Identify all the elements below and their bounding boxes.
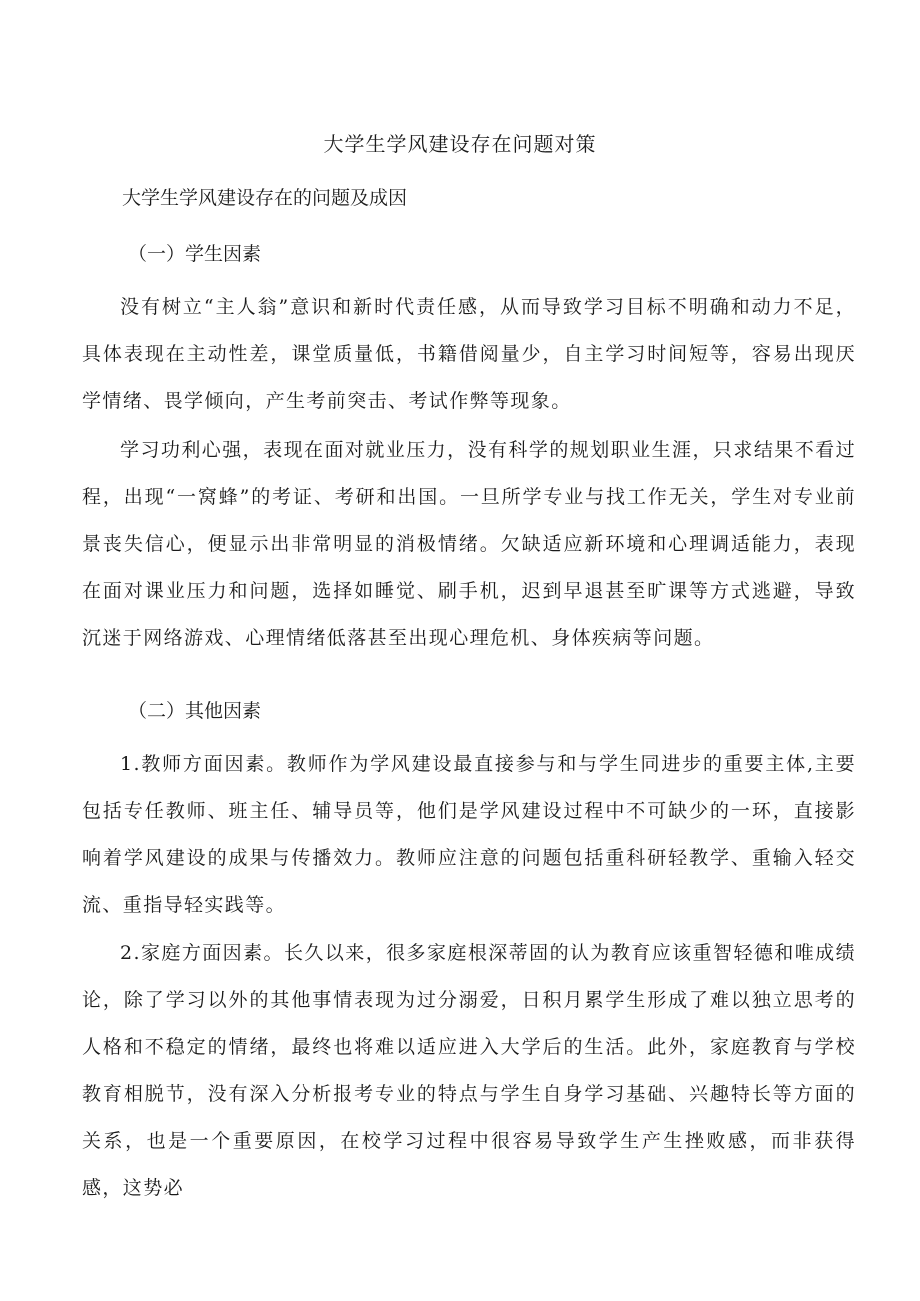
paragraph-student-factors-2: 学习功利心强，表现在面对就业压力，没有科学的规划职业生涯，只求结果不看过程，出现“一窝蜂”的考证、考研和出国。一旦所学专业与找工作无关，学生对专业前景丧失信心，便显示出非常明显的消极情绪。欠缺适应新环境和心理调适能力，表现在面对课业压力和问题，选择如睡觉、刷手机，迟到早退甚至旷课等方式逃避，导致沉迷于网络游戏、心理情绪低落甚至出现心理危机、身体疾病等问题。 bbox=[82, 439, 856, 649]
paragraph-family-factors: 2.家庭方面因素。长久以来，很多家庭根深蒂固的认为教育应该重智轻德和唯成绩论，除了学习以外的其他事情表现为过分溺爱，日积月累学生形成了难以独立思考的人格和不稳定的情绪，最终也将难以适应进入大学后的生活。此外，家庭教育与学校教育相脱节，没有深入分析报考专业的特点与学生自身学习基础、兴趣特长等方面的关系，也是一个重要原因，在校学习过程中很容易导致学生产生挫败感，而非获得感，这势必 bbox=[82, 942, 856, 1199]
paragraph-student-factors-1: 没有树立“主人翁”意识和新时代责任感，从而导致学习目标不明确和动力不足，具体表现在主动性差，课堂质量低，书籍借阅量少，自主学习时间短等，容易出现厌学情绪、畏学倾向，产生考前突击、考试作弊等现象。 bbox=[82, 296, 856, 412]
document-title: 大学生学风建设存在问题对策 bbox=[323, 132, 597, 156]
subsection-heading-student-factors: （一）学生因素 bbox=[128, 243, 262, 265]
section-heading: 大学生学风建设存在的问题及成因 bbox=[122, 187, 408, 209]
subsection-heading-other-factors: （二）其他因素 bbox=[128, 700, 262, 722]
paragraph-teacher-factors: 1.教师方面因素。教师作为学风建设最直接参与和与学生同进步的重要主体,主要包括专任教师、班主任、辅导员等，他们是学风建设过程中不可缺少的一环，直接影响着学风建设的成果与传播效力。教师应注意的问题包括重科研轻教学、重输入轻交流、重指导轻实践等。 bbox=[82, 753, 856, 916]
